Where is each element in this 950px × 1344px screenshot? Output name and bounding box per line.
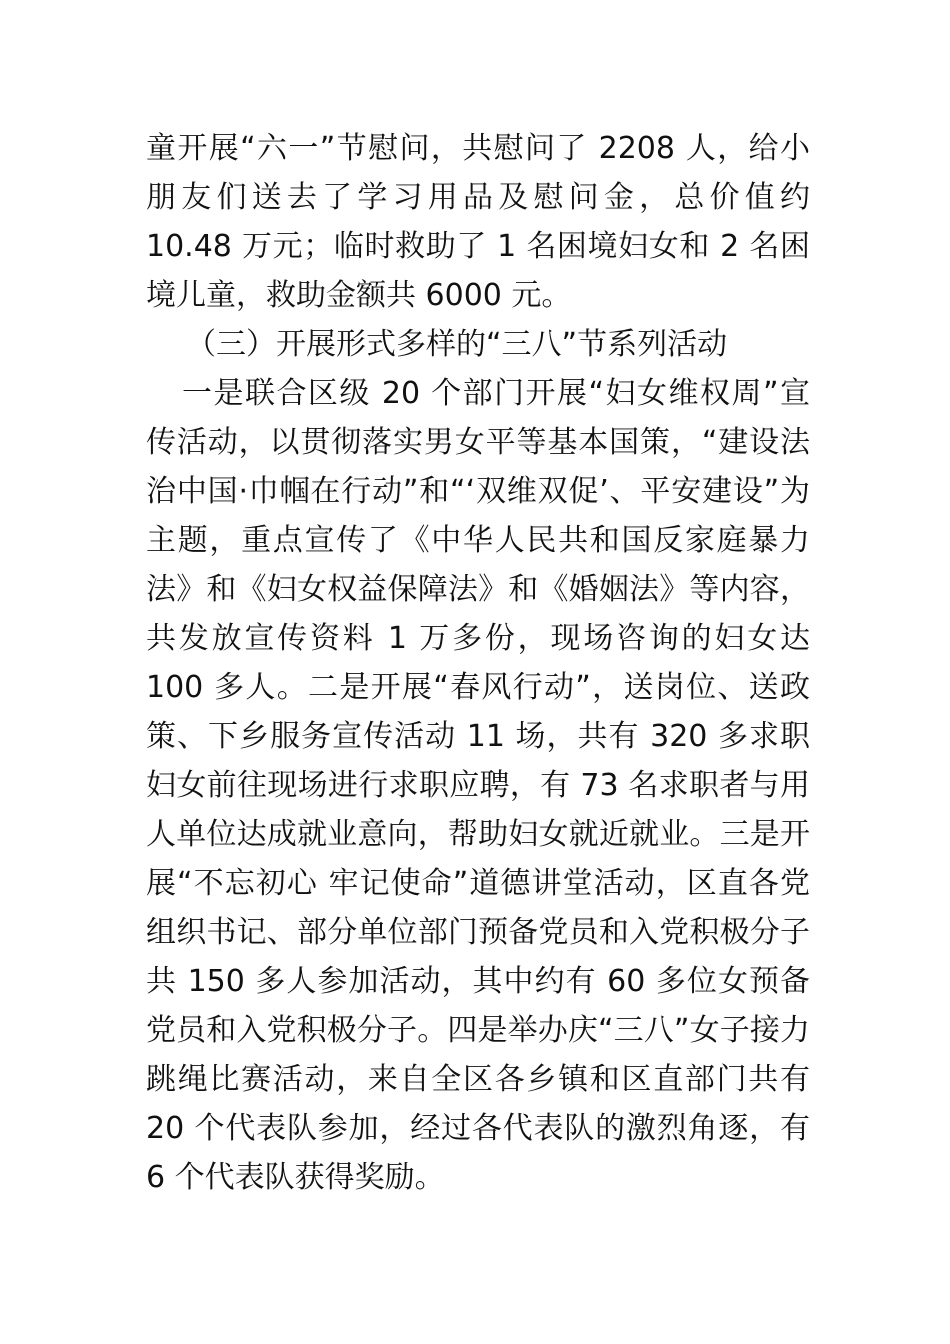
paragraph-relief-summary: 童开展“六一”节慰问，共慰问了 2208 人，给小朋友们送去了学习用品及慰问金，总价值约 10.48 万元；临时救助了 1 名困境妇女和 2 名困境儿童，救助金额共 6000 元。 [146, 131, 810, 313]
document-body [146, 124, 810, 1202]
section-heading-three: （三）开展形式多样的“三八”节系列活动 [186, 327, 728, 362]
paragraph-march-eighth-activities: 一是联合区级 20 个部门开展“妇女维权周”宣传活动，以贯彻落实男女平等基本国策，“建设法治中国·巾帼在行动”和“‘双维双促’、平安建设”为主题，重点宣传了《中华人民共和国反家庭暴力法》和《妇女权益保障法》和《婚姻法》等内容，共发放宣传资料 1 万多份，现场咨询的妇女达 100 多人。二是开展“春风行动”，送岗位、送政策、下乡服务宣传活动 11 场，共有 320 多求职妇女前往现场进行求职应聘，有 73 名求职者与用人单位达成就业意向，帮助妇女就近就业。三是开展“不忘初心 牢记使命”道德讲堂活动，区直各党组织书记、部分单位部门预备党员和入党积极分子共 150 多人参加活动，其中约有 60 多位女预备党员和入党积极分子。四是举办庆“三八”女子接力跳绳比赛活动，来自全区各乡镇和区直部门共有 20 个代表队参加，经过各代表队的激烈角逐，有 6 个代表队获得奖励。 [146, 376, 810, 1195]
